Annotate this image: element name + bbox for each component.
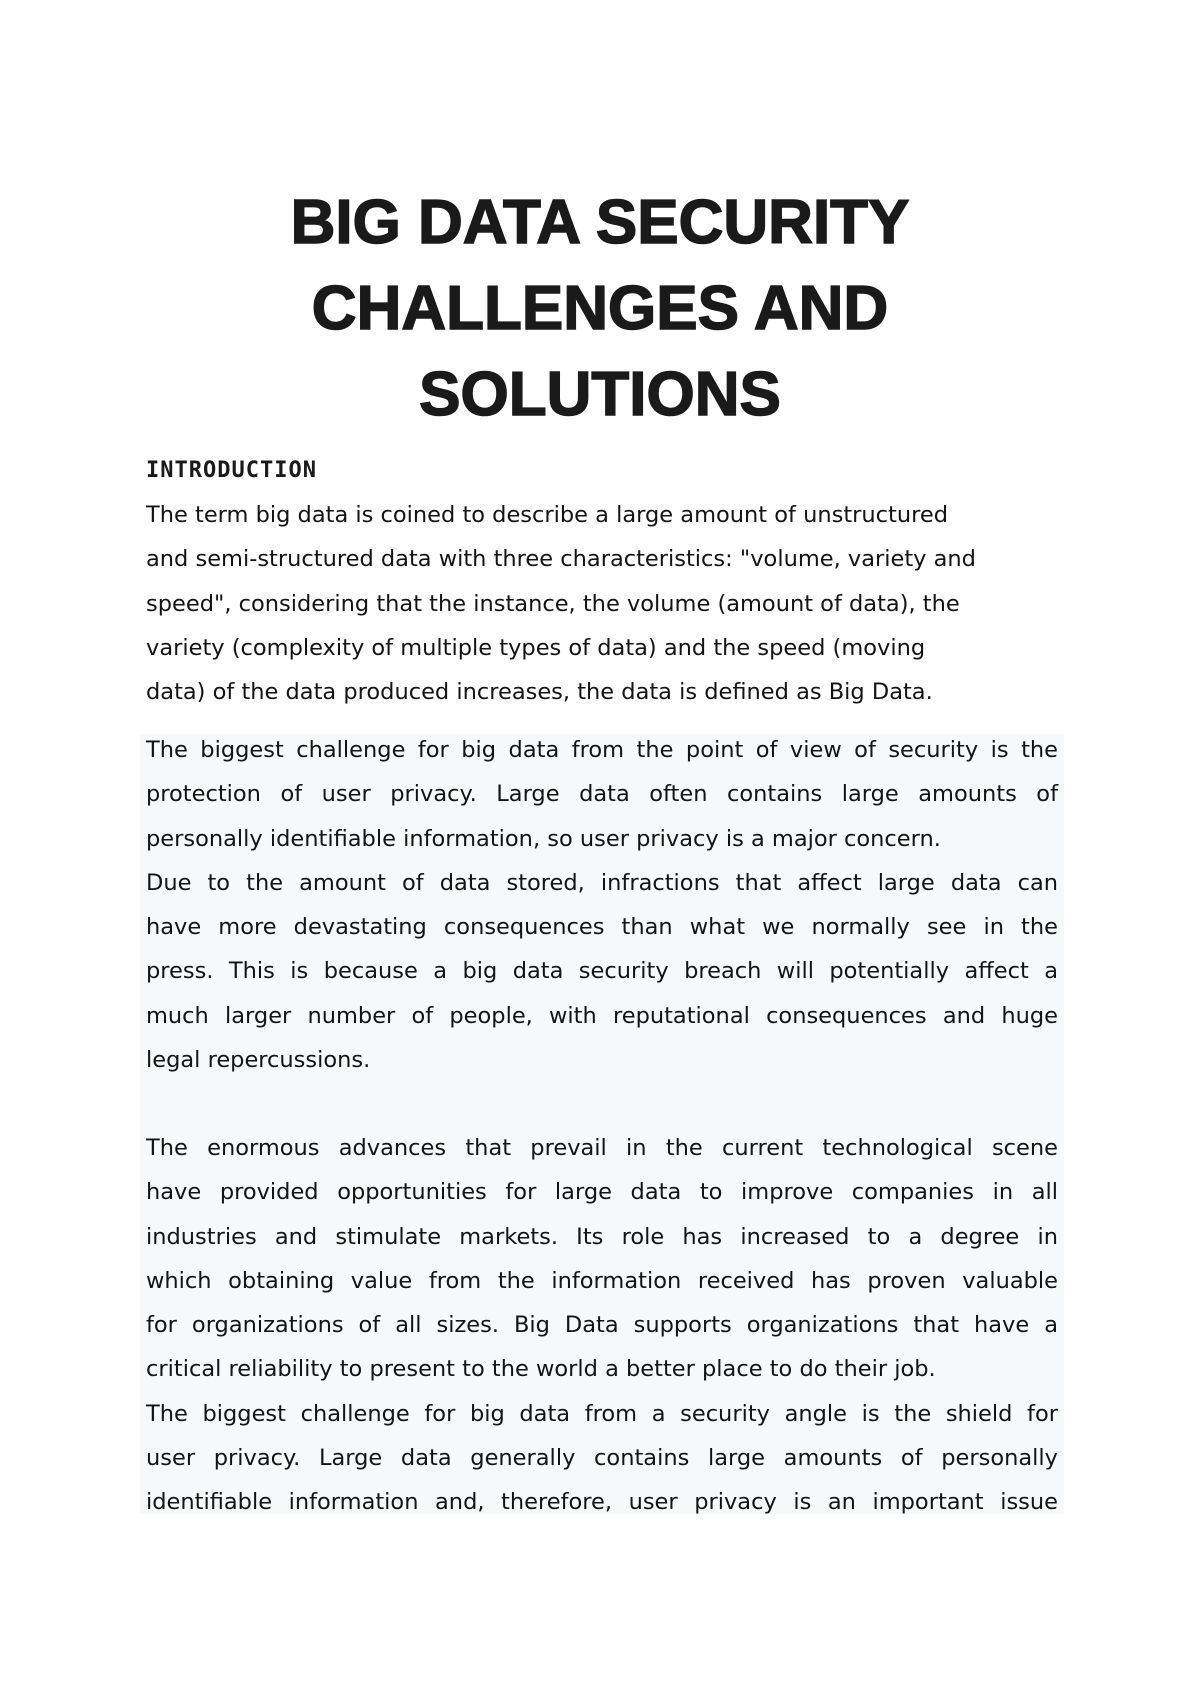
text-line: legal repercussions.	[146, 1047, 371, 1074]
paragraph-1	[146, 493, 1058, 714]
text-line: critical reliability to present to the world a better place to do their job.	[146, 1356, 936, 1383]
text-line: protection of user privacy. Large data often contains large amounts of	[146, 781, 1058, 808]
text-line: variety (complexity of multiple types of data) and the speed (moving	[146, 634, 926, 661]
text-line: much larger number of people, with reputational consequences and huge	[146, 1002, 1058, 1029]
text-line: personally identifiable information, so user privacy is a major concern.	[146, 825, 941, 852]
text-line: Due to the amount of data stored, infractions that affect large data can	[146, 869, 1058, 896]
text-line: The term big data is coined to describe a large amount of unstructured	[146, 502, 949, 528]
text-line: have provided opportunities for large data to improve companies in all	[146, 1179, 1058, 1206]
text-line: for organizations of all sizes. Big Data supports organizations that have a	[146, 1312, 1058, 1339]
text-line: The enormous advances that prevail in the current technological scene	[146, 1135, 1058, 1161]
text-line: press. This is because a big data security breach will potentially affect a	[146, 958, 1058, 985]
section-heading-introduction: INTRODUCTION	[146, 458, 317, 483]
document-title	[0, 180, 1200, 438]
text-line: The biggest challenge for big data from the point of view of security is the	[146, 737, 1058, 763]
text-line: industries and stimulate markets. Its role has increased to a degree in	[146, 1223, 1058, 1250]
paragraph-3	[146, 1126, 1058, 1525]
text-line: speed", considering that the instance, the volume (amount of data), the	[146, 590, 960, 617]
text-line: and semi-structured data with three characteristics: "volume, variety and	[146, 546, 976, 573]
text-line: identifiable information and, therefore, user privacy is an important issue	[146, 1489, 1058, 1516]
paragraph-2	[146, 728, 1058, 1082]
text-line: data) of the data produced increases, the data is defined as Big Data.	[146, 679, 933, 706]
text-line: user privacy. Large data generally contains large amounts of personally	[146, 1445, 1058, 1472]
text-line: The biggest challenge for big data from a security angle is the shield for	[146, 1400, 1058, 1427]
title-line: SOLUTIONS	[419, 360, 781, 429]
title-line: CHALLENGES AND	[311, 274, 889, 343]
text-line: have more devastating consequences than what we normally see in the	[146, 914, 1058, 941]
text-line: which obtaining value from the information received has proven valuable	[146, 1267, 1058, 1294]
title-line: BIG DATA SECURITY	[290, 188, 910, 257]
